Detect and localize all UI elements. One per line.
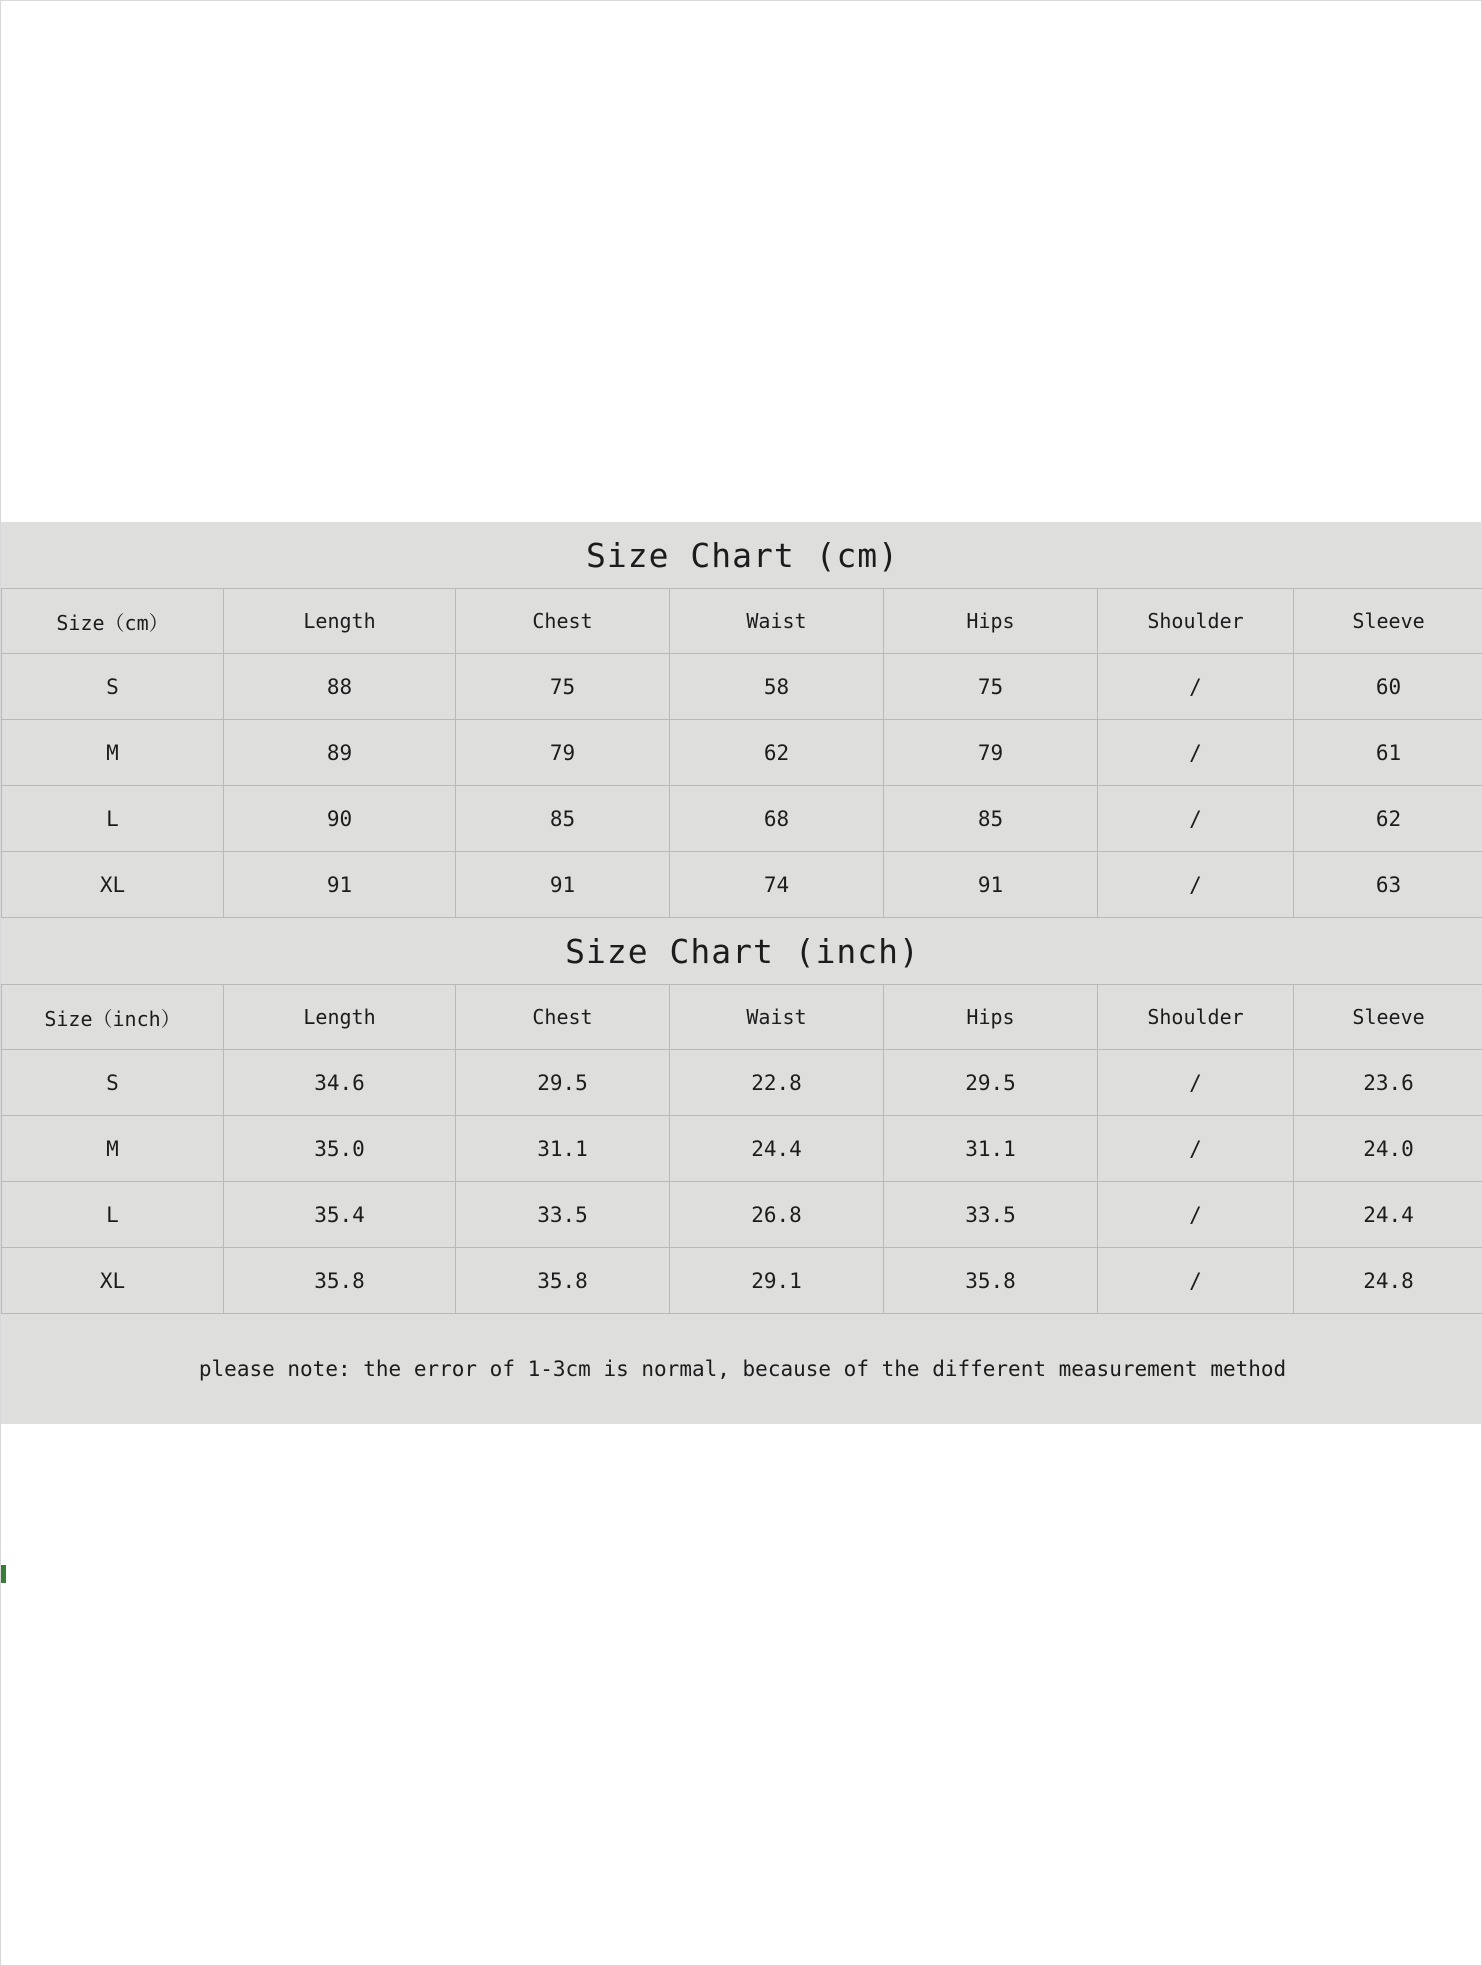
measurement-note: please note: the error of 1-3cm is normal, because of the different measurement method	[2, 1314, 1482, 1425]
cell-chest: 91	[456, 852, 670, 918]
cell-chest: 35.8	[456, 1248, 670, 1314]
cell-hips: 85	[884, 786, 1098, 852]
cell-shoulder: /	[1098, 1248, 1294, 1314]
cell-length: 35.4	[224, 1182, 456, 1248]
table-row	[2, 720, 1482, 786]
column-header-waist-cm: Waist	[670, 589, 884, 654]
cell-waist: 58	[670, 654, 884, 720]
table-row	[2, 1182, 1482, 1248]
cell-waist: 26.8	[670, 1182, 884, 1248]
cell-size: S	[2, 654, 224, 720]
cell-sleeve: 62	[1294, 786, 1482, 852]
cell-hips: 75	[884, 654, 1098, 720]
cell-waist: 22.8	[670, 1050, 884, 1116]
cell-hips: 91	[884, 852, 1098, 918]
measurement-note-row	[2, 1314, 1482, 1425]
cell-chest: 29.5	[456, 1050, 670, 1116]
column-header-shoulder-inch: Shoulder	[1098, 985, 1294, 1050]
cell-shoulder: /	[1098, 1182, 1294, 1248]
table-row	[2, 1116, 1482, 1182]
cell-size: L	[2, 786, 224, 852]
column-header-length-cm: Length	[224, 589, 456, 654]
cell-shoulder: /	[1098, 1116, 1294, 1182]
table-row	[2, 1050, 1482, 1116]
column-header-chest-inch: Chest	[456, 985, 670, 1050]
cell-chest: 31.1	[456, 1116, 670, 1182]
cell-hips: 31.1	[884, 1116, 1098, 1182]
cell-sleeve: 60	[1294, 654, 1482, 720]
table-title-row-inch	[2, 918, 1482, 985]
table-row	[2, 1248, 1482, 1314]
column-header-hips-cm: Hips	[884, 589, 1098, 654]
column-header-size-inch: Size（inch）	[2, 985, 224, 1050]
table-header-row-inch	[2, 985, 1482, 1050]
table-row	[2, 852, 1482, 918]
cell-chest: 33.5	[456, 1182, 670, 1248]
size-chart-cm-title: Size Chart (cm)	[2, 522, 1482, 589]
cell-sleeve: 24.8	[1294, 1248, 1482, 1314]
cell-waist: 62	[670, 720, 884, 786]
cell-shoulder: /	[1098, 654, 1294, 720]
cell-length: 35.8	[224, 1248, 456, 1314]
cell-length: 90	[224, 786, 456, 852]
cell-sleeve: 63	[1294, 852, 1482, 918]
cell-length: 34.6	[224, 1050, 456, 1116]
cell-size: L	[2, 1182, 224, 1248]
cell-hips: 33.5	[884, 1182, 1098, 1248]
cell-size: S	[2, 1050, 224, 1116]
table-header-row-cm	[2, 589, 1482, 654]
column-header-shoulder-cm: Shoulder	[1098, 589, 1294, 654]
cell-sleeve: 24.0	[1294, 1116, 1482, 1182]
size-chart-inch-title: Size Chart (inch)	[2, 918, 1482, 985]
cell-size: M	[2, 1116, 224, 1182]
cell-hips: 29.5	[884, 1050, 1098, 1116]
column-header-chest-cm: Chest	[456, 589, 670, 654]
column-header-length-inch: Length	[224, 985, 456, 1050]
cell-waist: 68	[670, 786, 884, 852]
cell-shoulder: /	[1098, 1050, 1294, 1116]
cell-length: 88	[224, 654, 456, 720]
cell-sleeve: 23.6	[1294, 1050, 1482, 1116]
cell-length: 89	[224, 720, 456, 786]
size-chart-block	[1, 522, 1482, 1424]
column-header-sleeve-inch: Sleeve	[1294, 985, 1482, 1050]
cell-waist: 74	[670, 852, 884, 918]
column-header-waist-inch: Waist	[670, 985, 884, 1050]
size-chart-table	[1, 522, 1482, 1424]
table-title-row-cm	[2, 522, 1482, 589]
accent-marker	[1, 1565, 6, 1583]
cell-sleeve: 61	[1294, 720, 1482, 786]
column-header-size-cm: Size（cm）	[2, 589, 224, 654]
cell-hips: 79	[884, 720, 1098, 786]
cell-chest: 75	[456, 654, 670, 720]
column-header-hips-inch: Hips	[884, 985, 1098, 1050]
cell-size: XL	[2, 852, 224, 918]
table-row	[2, 654, 1482, 720]
cell-size: M	[2, 720, 224, 786]
cell-sleeve: 24.4	[1294, 1182, 1482, 1248]
cell-shoulder: /	[1098, 720, 1294, 786]
cell-chest: 79	[456, 720, 670, 786]
cell-hips: 35.8	[884, 1248, 1098, 1314]
cell-waist: 24.4	[670, 1116, 884, 1182]
cell-shoulder: /	[1098, 786, 1294, 852]
cell-size: XL	[2, 1248, 224, 1314]
cell-length: 91	[224, 852, 456, 918]
cell-chest: 85	[456, 786, 670, 852]
cell-waist: 29.1	[670, 1248, 884, 1314]
table-row	[2, 786, 1482, 852]
column-header-sleeve-cm: Sleeve	[1294, 589, 1482, 654]
cell-shoulder: /	[1098, 852, 1294, 918]
cell-length: 35.0	[224, 1116, 456, 1182]
